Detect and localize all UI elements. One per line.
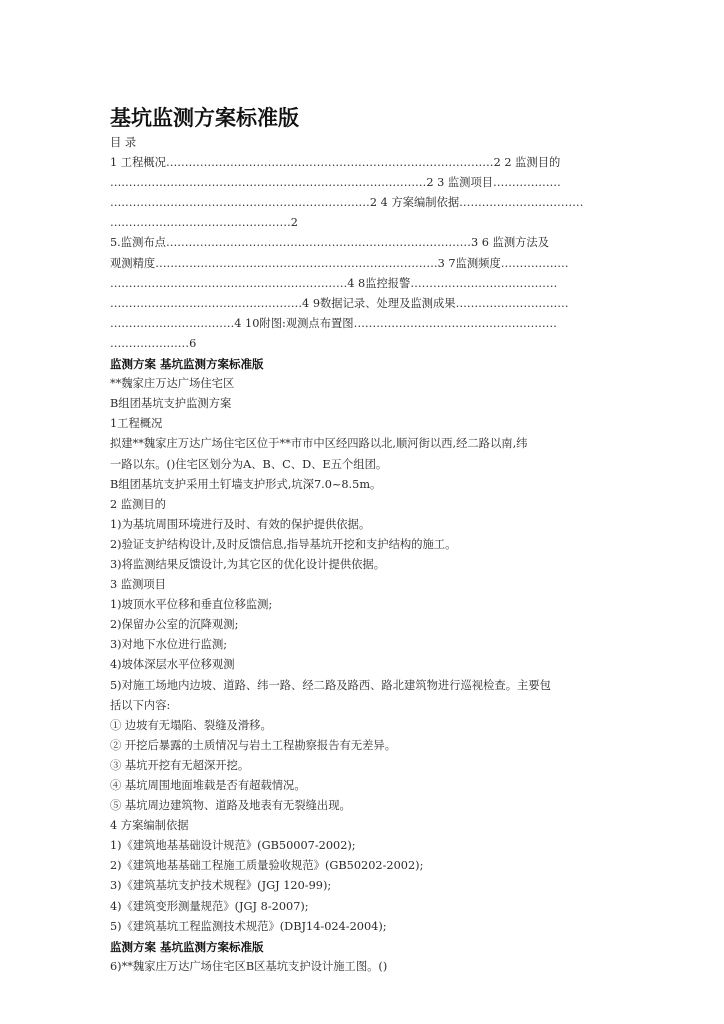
text-line: 3)将监测结果反馈设计,为其它区的优化设计提供依据。 [110, 557, 386, 571]
text-line: ……………………………………………………………2 4 方案编制依据…………………………… [110, 196, 584, 210]
text-line: 1)坡顶水平位移和垂直位移监测; [110, 598, 273, 612]
text-line: 观测精度…………………………………………………………………3 7监测频度……………… [110, 256, 569, 270]
text-line: 一路以东。()住宅区划分为A、B、C、D、E五个组团。 [110, 457, 388, 471]
text-line: 1工程概况 [110, 417, 163, 431]
text-line: 2 监测目的 [110, 497, 166, 511]
text-line: ③ 基坑开挖有无超深开挖。 [110, 758, 250, 772]
text-line: 2)保留办公室的沉降观测; [110, 618, 239, 632]
text-line: ① 边坡有无塌陷、裂缝及滑移。 [110, 718, 272, 732]
text-line: 4)《建筑变形测量规范》(JGJ 8-2007); [110, 899, 309, 913]
text-line: 3)《建筑基坑支护技术规程》(JGJ 120-99); [110, 879, 332, 893]
text-line: 4 方案编制依据 [110, 819, 189, 833]
text-line: 4)坡体深层水平位移观测 [110, 658, 235, 672]
text-line: 拟建**魏家庄万达广场住宅区位于**市市中区经四路以北,顺河街以西,经二路以南,纬 [110, 437, 528, 451]
text-line: 5)《建筑基坑工程监测技术规范》(DBJ14-024-2004); [110, 919, 387, 933]
text-line: 2)验证支护结构设计,及时反馈信息,指导基坑开挖和支护结构的施工。 [110, 537, 457, 551]
section-heading: 监测方案 基坑监测方案标准版 [110, 357, 264, 372]
text-line: ② 开挖后暴露的土质情况与岩土工程勘察报告有无差异。 [110, 738, 397, 752]
text-line: 2)《建筑地基基础工程施工质量验收规范》(GB50202-2002); [110, 859, 424, 873]
text-line: 括以下内容: [110, 698, 171, 712]
text-line: 5.监测布点………………………………………………………………………3 6 监测方法及 [110, 236, 550, 250]
text-line: 5)对施工场地内边坡、道路、纬一路、经二路及路西、路北建筑物进行巡视检查。主要包 [110, 678, 551, 692]
section-heading: 监测方案 基坑监测方案标准版 [110, 939, 264, 954]
text-line: ……………………………4 10附图:观测点布置图……………………………………………… [110, 316, 557, 330]
text-line: 3 监测项目 [110, 578, 166, 592]
text-line: **魏家庄万达广场住宅区 [110, 377, 235, 391]
text-line: ④ 基坑周围地面堆载是否有超载情况。 [110, 779, 306, 792]
document-body [110, 133, 610, 977]
text-line: 3)对地下水位进行监测; [110, 638, 228, 652]
text-line: 1 工程概况……………………………………………………………………………2 2 监测目的 [110, 156, 561, 170]
text-line: B组团基坑支护监测方案 [110, 397, 232, 411]
text-line: 1)《建筑地基基础设计规范》(GB50007-2002); [110, 839, 356, 853]
text-line: …………………6 [110, 336, 197, 350]
text-line: B组团基坑支护采用土钉墙支护形式,坑深7.0~8.5m。 [110, 477, 382, 491]
text-line: 6)**魏家庄万达广场住宅区B区基坑支护设计施工图。() [110, 959, 388, 973]
text-line: ……………………………………………4 9数据记录、处理及监测成果………………………… [110, 296, 569, 310]
document-title: 基坑监测方案标准版 [110, 106, 299, 130]
text-line: ………………………………………………………4 8监控报警………………………………… [110, 276, 558, 290]
text-line: 1)为基坑周围环境进行及时、有效的保护提供依据。 [110, 517, 371, 531]
text-line: 目 录 [110, 136, 137, 149]
text-line: …………………………………………2 [110, 216, 298, 230]
text-line: …………………………………………………………………………2 3 监测项目……………… [110, 176, 561, 190]
text-line: ⑤ 基坑周边建筑物、道路及地表有无裂缝出现。 [110, 799, 351, 813]
